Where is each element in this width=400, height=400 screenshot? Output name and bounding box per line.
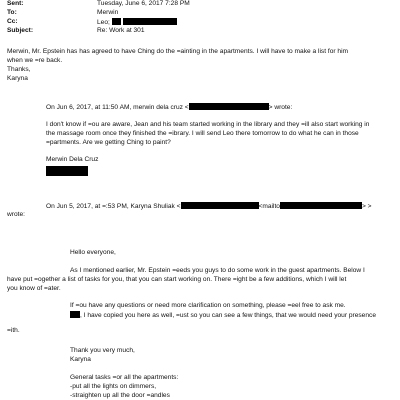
redaction-block: [280, 202, 362, 209]
reply-line-3: Thanks,: [7, 66, 31, 73]
quote2-close: > >: [361, 203, 372, 210]
quote2-mailto: <mailto: [258, 203, 280, 210]
cc-label: Cc:: [7, 18, 18, 25]
quote1-intro-line: [46, 103, 292, 112]
quote1-intro-end: > wrote:: [268, 104, 293, 111]
to-label: To:: [7, 9, 17, 16]
message-greeting: Hello everyone,: [70, 249, 116, 256]
message-p2: If =ou have any questions or need more clarification on something, please =eel free to ask me.: [70, 302, 346, 309]
subject-label: Subject:: [7, 27, 34, 34]
redaction-block: [189, 103, 269, 110]
quote2-wrote: wrote:: [7, 211, 25, 218]
tasks-title: General tasks =or all the apartments:: [70, 374, 179, 381]
quote2-intro: On Jun 5, 2017, at =:53 PM, Karyna Shuliak <: [46, 203, 181, 210]
reply-line-2: when we =re back.: [7, 57, 63, 64]
reply-line-1: Merwin, Mr. Epstein has has agreed to have Ching do the =ainting in the apartments. I will have to make a list for him: [7, 48, 349, 55]
message-p3-line-2: =ith.: [7, 327, 20, 334]
cc-value-wrap: [97, 18, 177, 27]
task-item-1: -put all the lights on dimmers,: [70, 383, 157, 390]
message-p1-line-3: you know of =ater.: [7, 285, 61, 292]
cc-value: Leo;: [97, 19, 110, 26]
redaction-block: [123, 18, 177, 25]
quote1-intro: On Jun 6, 2017, at 11:50 AM, merwin dela cruz <: [46, 104, 189, 111]
quote1-body-2: the massage room once they finished the =ibrary. I will send Leo there tomorrow to do what he can in those: [46, 130, 359, 137]
redaction-block: [46, 166, 88, 176]
message-closing-name: Karyna: [70, 356, 91, 363]
task-item-2: -straighten up all the door =andles: [70, 392, 170, 399]
message-closing: Thank you very much,: [70, 347, 135, 354]
to-value: Merwin: [97, 9, 119, 16]
reply-line-4: Karyna: [7, 75, 28, 82]
message-p3-text: , I have copied you here as well, =ust so you can see a few things, that we would need your presence: [80, 312, 376, 319]
quote1-body-3: =partments. Are we getting Ching to paint?: [46, 139, 171, 146]
subject-value: Re: Work at 301: [97, 27, 145, 34]
sent-value: Tuesday, June 6, 2017 7:28 PM: [97, 0, 190, 7]
quote2-intro-line: [46, 202, 372, 211]
message-p3-line-1: [70, 311, 376, 320]
redaction-block: [70, 311, 80, 318]
redaction-block: [112, 18, 121, 25]
quote1-signature: Merwin Dela Cruz: [46, 156, 99, 163]
message-p1-line-1: As I mentioned earlier, Mr. Epstein =eeds you guys to do some work in the guest apartments. Below I: [70, 267, 365, 274]
sent-label: Sent:: [7, 0, 24, 7]
quote1-body-1: I don't know if =ou are aware, Jean and his team started working in the library and they =ill also start working in: [46, 121, 370, 128]
redaction-block: [181, 202, 259, 209]
message-p1-line-2: have put =ogether a list of tasks for you, that you can start working on. There =ight be a few additions, which I will let: [7, 276, 347, 283]
